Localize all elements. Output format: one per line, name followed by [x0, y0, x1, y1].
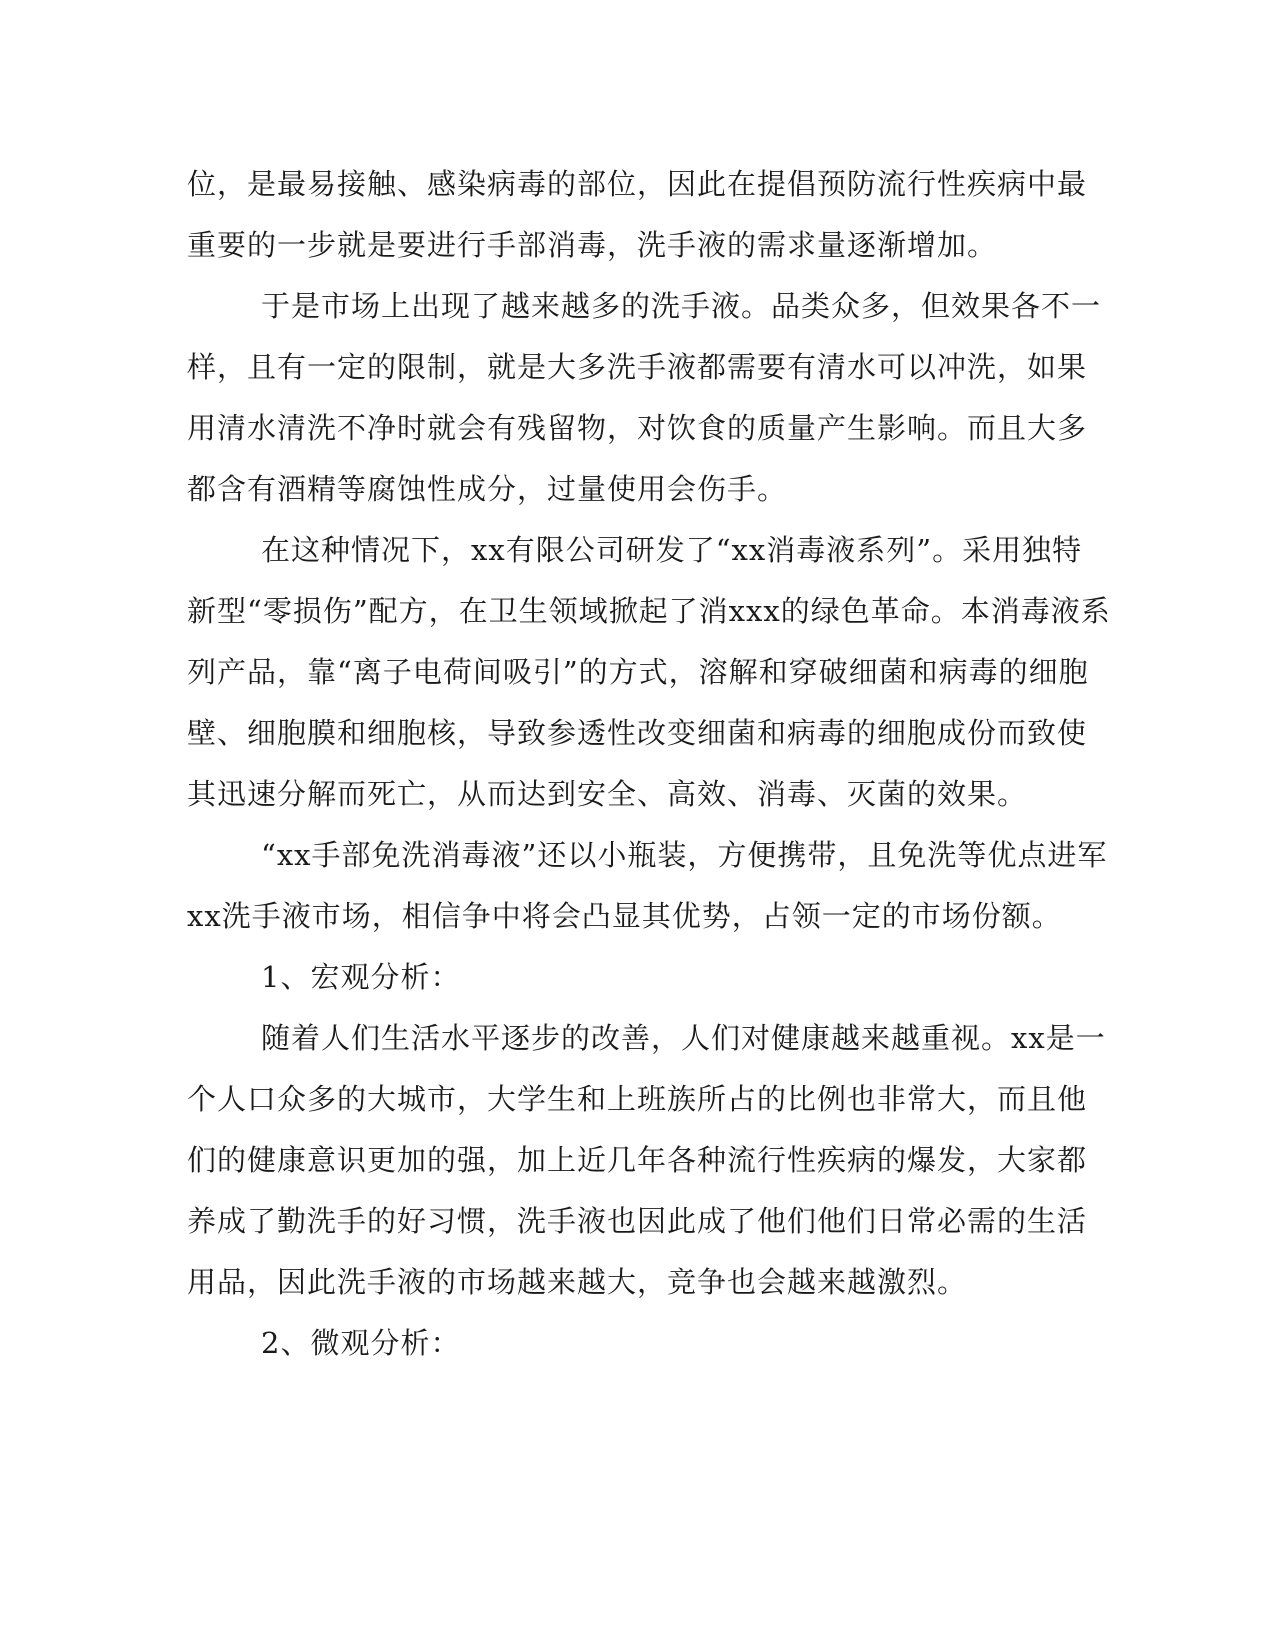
text-line: 在这种情况下，xx有限公司研发了“xx消毒液系列”。采用独特 — [261, 533, 1083, 567]
text-line: 养成了勤洗手的好习惯，洗手液也因此成了他们他们日常必需的生活 — [187, 1204, 1088, 1238]
text-line: 用清水清洗不净时就会有残留物，对饮食的质量产生影响。而且大多 — [187, 411, 1088, 445]
text-line: 新型“零损伤”配方，在卫生领域掀起了消xxx的绿色革命。本消毒液系 — [187, 594, 1111, 628]
text-line: 于是市场上出现了越来越多的洗手液。品类众多，但效果各不一 — [261, 289, 1102, 323]
section-heading: 2、微观分析： — [261, 1326, 461, 1360]
text-line: 其迅速分解而死亡，从而达到安全、高效、消毒、灭菌的效果。 — [187, 777, 1028, 811]
text-line: 们的健康意识更加的强，加上近几年各种流行性疾病的爆发，大家都 — [187, 1143, 1088, 1177]
text-line: 个人口众多的大城市，大学生和上班族所占的比例也非常大，而且他 — [187, 1082, 1088, 1116]
text-line: 壁、细胞膜和细胞核，导致参透性改变细菌和病毒的细胞成份而致使 — [187, 716, 1088, 750]
text-line: 重要的一步就是要进行手部消毒，洗手液的需求量逐渐增加。 — [187, 228, 998, 262]
text-line: “xx手部免洗消毒液”还以小瓶装，方便携带，且免洗等优点进军 — [261, 838, 1108, 872]
text-line: 列产品，靠“离子电荷间吸引”的方式，溶解和穿破细菌和病毒的细胞 — [187, 655, 1089, 689]
text-line: 用品，因此洗手液的市场越来越大，竞争也会越来越激烈。 — [187, 1265, 968, 1299]
text-line: 位，是最易接触、感染病毒的部位，因此在提倡预防流行性疾病中最 — [187, 167, 1088, 201]
text-line: 样，且有一定的限制，就是大多洗手液都需要有清水可以冲洗，如果 — [187, 350, 1088, 384]
text-line: xx洗手液市场，相信争中将会凸显其优势，占领一定的市场份额。 — [187, 899, 1062, 933]
text-line: 都含有酒精等腐蚀性成分，过量使用会伤手。 — [187, 472, 788, 506]
section-heading: 1、宏观分析： — [261, 960, 461, 994]
document-body — [187, 164, 1111, 1384]
text-line: 随着人们生活水平逐步的改善，人们对健康越来越重视。xx是一 — [261, 1021, 1106, 1055]
